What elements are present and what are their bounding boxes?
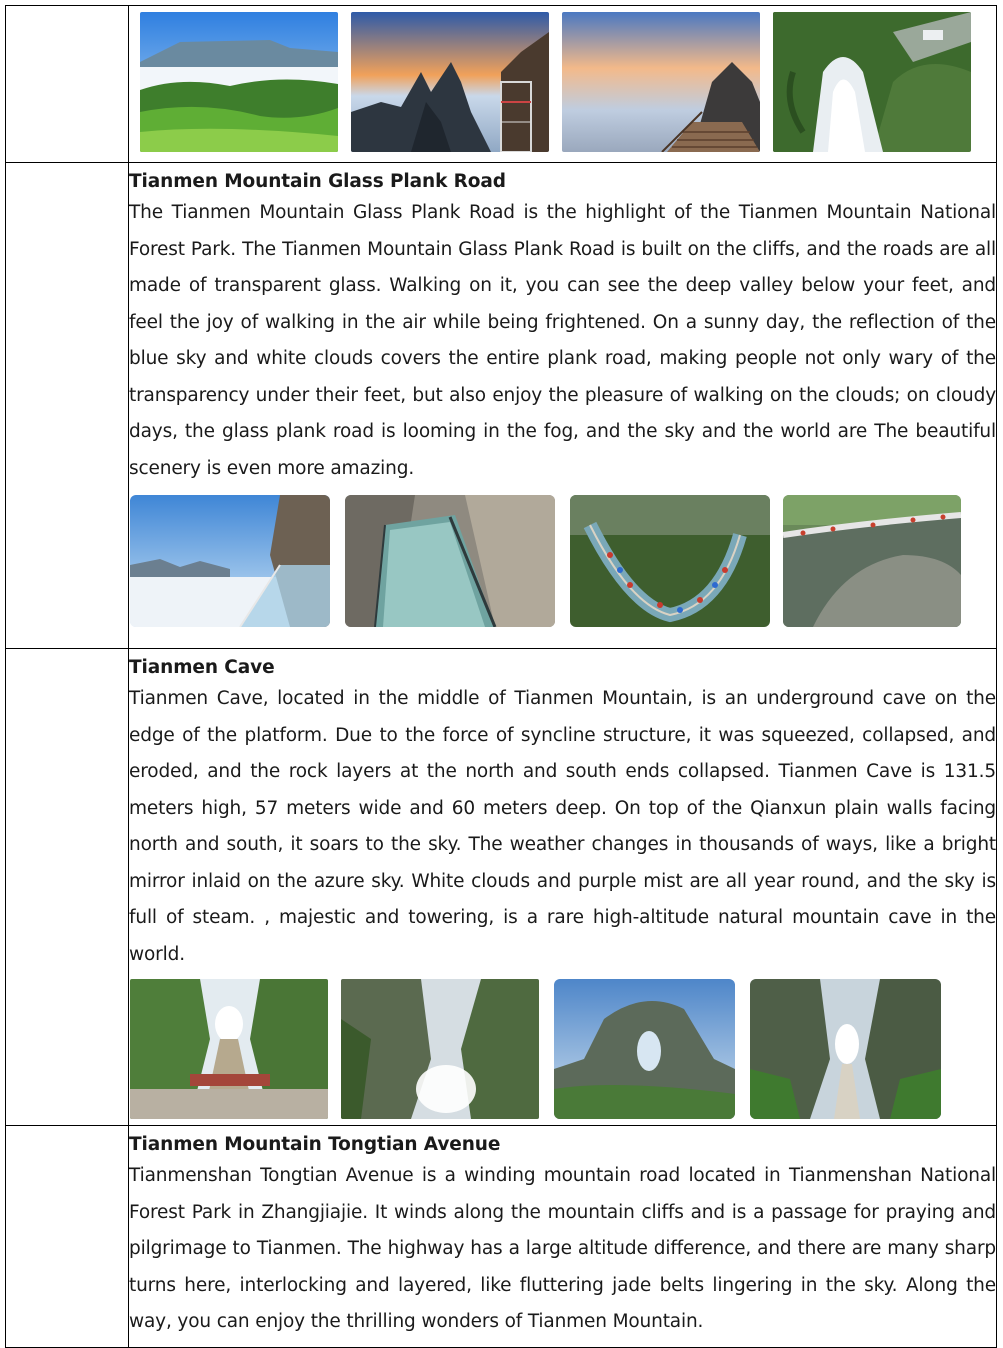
tourists-on-glass-road-photo xyxy=(570,495,770,627)
sunrise-cliff-elevator-photo xyxy=(351,12,549,152)
row-label-cell xyxy=(6,163,129,649)
tianmen-cave-aerial-photo xyxy=(773,12,971,152)
photo-gallery xyxy=(119,487,996,639)
photo-gallery xyxy=(129,6,996,162)
cliff-walkway-aerial-photo xyxy=(783,495,961,627)
glass-walkway-sea-of-clouds-photo xyxy=(130,495,330,627)
heaven-gate-stairs-photo xyxy=(130,979,328,1119)
table-row xyxy=(6,1126,997,1348)
glass-plank-road-closeup-photo xyxy=(345,495,555,627)
section-body: Tianmenshan Tongtian Avenue is a winding mountain road located in Tianmenshan National Forest Park in Zhangjiajie. It winds along the mountain cliffs and is a passage for praying and pilgrimage to Tianmen. The highway has a large altitude difference, and there are many sharp turns here, interlocking and layered, like fluttering jade belts lingering in the sky. Along the way, you can enjoy the thrilling wonders of Tianmen Mountain. xyxy=(129,1165,996,1332)
row-label-cell xyxy=(6,1126,129,1348)
section-title: Tianmen Mountain Glass Plank Road xyxy=(129,171,506,192)
section-body: The Tianmen Mountain Glass Plank Road is the highlight of the Tianmen Mountain National Forest Park. The Tianmen Mountain Glass Plank Road is built on the cliffs, and the roads are all made of transparent glass. Walking on it, you can see the deep valley below your feet, and feel the joy of walking in the air while being frightened. On a sunny day, the reflection of the blue sky and white clouds covers the entire plank road, making people not only wary of the transparency under their feet, but also enjoy the pleasure of walking on the clouds; on cloudy days, the glass plank road is looming in the fog, and the sky and the world are The beautiful scenery is even more amazing. xyxy=(129,202,996,479)
cave-stairway-front-photo xyxy=(750,979,941,1119)
row-label-cell xyxy=(6,649,129,1126)
photo-gallery xyxy=(119,973,996,1125)
cave-peak-side-view-photo xyxy=(554,979,735,1119)
table-row xyxy=(6,649,997,1126)
itinerary-table xyxy=(5,5,997,1348)
mountain-cloud-sea-photo xyxy=(140,12,338,152)
section-body: Tianmen Cave, located in the middle of Tianmen Mountain, is an underground cave on the edge of the platform. Due to the force of syncline structure, it was squeezed, collapsed, and eroded, and the rock layers at the north and south ends collapsed. Tianmen Cave is 131.5 meters high, 57 meters wide and 60 meters deep. On top of the Qianxun plain walls facing north and south, it soars to the sky. The weather changes in thousands of ways, like a bright mirror inlaid on the azure sky. White clouds and purple mist are all year round, and the sky is full of steam. , majestic and towering, is a rare high-altitude natural mountain cave in the world. xyxy=(129,688,996,965)
table-row xyxy=(6,163,997,649)
section-title: Tianmen Mountain Tongtian Avenue xyxy=(129,1134,501,1155)
row-content-cell xyxy=(129,649,997,1126)
cave-misty-valley-photo xyxy=(341,979,539,1119)
sunrise-plank-walkway-photo xyxy=(562,12,760,152)
section-title: Tianmen Cave xyxy=(129,657,275,678)
row-content-cell xyxy=(129,163,997,649)
table-row xyxy=(6,6,997,163)
row-label-cell xyxy=(6,6,129,163)
row-content-cell xyxy=(129,6,997,163)
row-content-cell xyxy=(129,1126,997,1348)
